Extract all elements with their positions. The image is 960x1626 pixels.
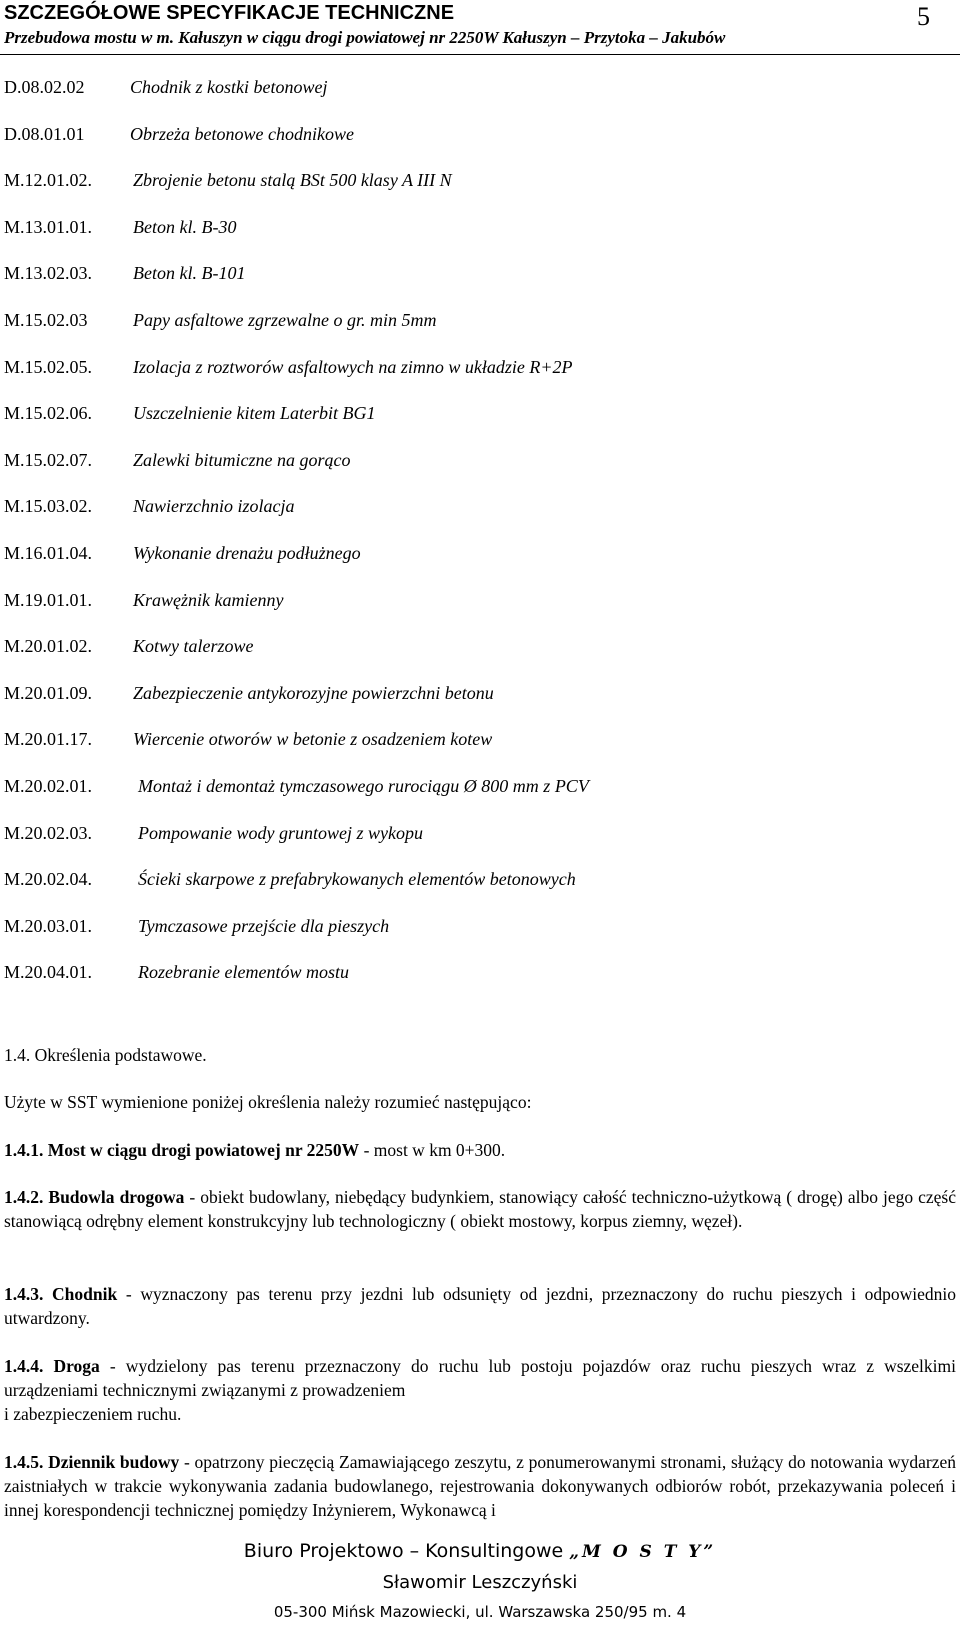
spec-code: M.20.02.04. <box>4 869 93 890</box>
spec-item <box>0 911 960 941</box>
spec-item <box>0 258 960 288</box>
spec-name: Krawężnik kamienny <box>133 589 284 610</box>
spec-code: M.20.02.01. <box>4 776 93 796</box>
spec-item <box>0 538 960 568</box>
definition-number: 1.4.1. <box>4 1140 44 1160</box>
spec-code: M.12.01.02. <box>4 170 93 191</box>
spec-code: M.20.02.03. <box>4 822 93 843</box>
project-subtitle: Przebudowa mostu w m. Kałuszyn w ciągu drogi powiatowej nr 2250W Kałuszyn – Przytoka – Jakubów <box>4 28 726 47</box>
definition-text: - wydzielony pas terenu przeznaczony do ruchu lub postoju pojazdów oraz ruchu pieszych wraz z wszelkimi urządzeniami technicznymi związanymi z prowadzeniem <box>4 1356 957 1400</box>
section-heading: 1.4. Określenia podstawowe. <box>4 1045 207 1065</box>
definition-term: Chodnik <box>52 1284 118 1304</box>
spec-name: Chodnik z kostki betonowej <box>130 77 328 97</box>
spec-item <box>0 491 960 521</box>
spec-item <box>0 212 960 242</box>
spec-code: M.19.01.01. <box>4 589 93 610</box>
definition-term: Dziennik budowy <box>48 1452 180 1472</box>
spec-item <box>0 72 960 102</box>
spec-name: Nawierzchnio izolacja <box>133 496 295 517</box>
footer-company-label: Biuro Projektowo – Konsultingowe <box>243 1540 570 1562</box>
spec-code: M.13.01.01. <box>4 216 93 237</box>
spec-code: M.20.01.02. <box>4 636 93 657</box>
footer-firm-name: „M O S T Y” <box>569 1542 717 1562</box>
spec-item <box>0 631 960 661</box>
spec-name: Zbrojenie betonu stalą BSt 500 klasy A III N <box>133 170 452 191</box>
spec-name: Wiercenie otworów w betonie z osadzeniem kotew <box>133 729 493 750</box>
spec-code: M.20.01.17. <box>4 729 93 750</box>
spec-name: Pompowanie wody gruntowej z wykopu <box>138 822 423 843</box>
spec-name: Zabezpieczenie antykorozyjne powierzchni betonu <box>133 682 494 703</box>
footer-company <box>0 1540 960 1562</box>
definition-text: - most w km 0+300. <box>359 1140 506 1160</box>
definition-item <box>4 1138 956 1162</box>
definition-item <box>4 1354 956 1402</box>
spec-item <box>0 771 960 801</box>
definition-item <box>4 1282 956 1330</box>
spec-code: M.20.04.01. <box>4 962 93 983</box>
definition-item <box>4 1185 956 1233</box>
definition-text: - obiekt budowlany, niebędący budynkiem, stanowiący całość techniczno-użytkową ( drogę) albo jego część stanowiącą odrębny element konstrukcyjny lub technologiczny ( obiekt mostowy, korpus ziemny, węzeł). <box>4 1187 957 1231</box>
section-intro: Użyte w SST wymienione poniżej określenia należy rozumieć następująco: <box>4 1092 532 1112</box>
spec-item <box>0 864 960 894</box>
definition-item <box>4 1450 956 1522</box>
spec-code: M.15.02.06. <box>4 403 93 424</box>
definition-number: 1.4.5. <box>4 1452 44 1472</box>
spec-name: Zalewki bitumiczne na gorąco <box>133 449 351 470</box>
spec-item <box>0 398 960 428</box>
spec-name: Wykonanie drenażu podłużnego <box>133 543 361 563</box>
spec-name: Kotwy talerzowe <box>133 636 254 657</box>
spec-name: Izolacja z roztworów asfaltowych na zimno w układzie R+2P <box>133 356 573 377</box>
spec-name: Montaż i demontaż tymczasowego rurociągu Ø 800 mm z PCV <box>138 776 589 796</box>
spec-item <box>0 445 960 475</box>
definition-text: - wyznaczony pas terenu przy jezdni lub odsunięty od jezdni, przeznaczony do ruchu pieszych i odpowiednio utwardzony. <box>4 1284 957 1328</box>
definition-term: Budowla drogowa <box>48 1187 185 1207</box>
spec-code: M.15.02.07. <box>4 449 93 470</box>
spec-code: D.08.01.01 <box>4 123 85 144</box>
definition-number: 1.4.2. <box>4 1187 44 1207</box>
footer-owner: Sławomir Leszczyński <box>382 1572 578 1593</box>
spec-item <box>0 818 960 848</box>
definition-term: Most w ciągu drogi powiatowej nr 2250W <box>47 1140 360 1160</box>
spec-code: M.20.01.09. <box>4 682 93 703</box>
spec-code: M.15.03.02. <box>4 496 93 517</box>
definition-continuation: i zabezpieczeniem ruchu. <box>4 1404 182 1424</box>
page-number: 5 <box>917 2 930 31</box>
spec-code: M.15.02.03 <box>4 310 88 330</box>
spec-item <box>0 957 960 987</box>
footer-address: 05-300 Mińsk Mazowiecki, ul. Warszawska 250/95 m. 4 <box>273 1603 687 1621</box>
spec-item <box>0 585 960 615</box>
spec-item <box>0 305 960 335</box>
document-title: SZCZEGÓŁOWE SPECYFIKACJE TECHNICZNE <box>4 2 455 24</box>
spec-item <box>0 678 960 708</box>
header-divider <box>0 54 960 55</box>
spec-name: Uszczelnienie kitem Laterbit BG1 <box>133 403 376 424</box>
spec-name: Beton kl. B-101 <box>133 263 246 284</box>
definition-term: Droga <box>53 1356 100 1376</box>
spec-name: Tymczasowe przejście dla pieszych <box>138 915 390 936</box>
spec-code: M.16.01.04. <box>4 543 93 563</box>
spec-name: Ścieki skarpowe z prefabrykowanych elementów betonowych <box>138 869 576 890</box>
spec-item <box>0 352 960 382</box>
spec-name: Obrzeża betonowe chodnikowe <box>130 123 354 144</box>
spec-code: D.08.02.02 <box>4 77 85 97</box>
spec-name: Papy asfaltowe zgrzewalne o gr. min 5mm <box>133 310 437 330</box>
spec-code: M.20.03.01. <box>4 915 93 936</box>
spec-name: Rozebranie elementów mostu <box>138 962 349 983</box>
spec-code: M.15.02.05. <box>4 356 93 377</box>
spec-item <box>0 724 960 754</box>
definition-text: - opatrzony pieczęcią Zamawiającego zeszytu, z ponumerowanymi stronami, służący do notowania wydarzeń zaistniałych w trakcie wykonywania zadania budowlanego, rejestrowania dokonywanych odbiorów robót, przekazywania poleceń i innej korespondencji technicznej pomiędzy Inżynierem, Wykonawcą i <box>4 1452 957 1520</box>
spec-name: Beton kl. B-30 <box>133 216 237 237</box>
spec-item <box>0 165 960 195</box>
definition-number: 1.4.4. <box>4 1356 44 1376</box>
spec-code: M.13.02.03. <box>4 263 93 284</box>
spec-item <box>0 119 960 149</box>
definition-number: 1.4.3. <box>4 1284 44 1304</box>
